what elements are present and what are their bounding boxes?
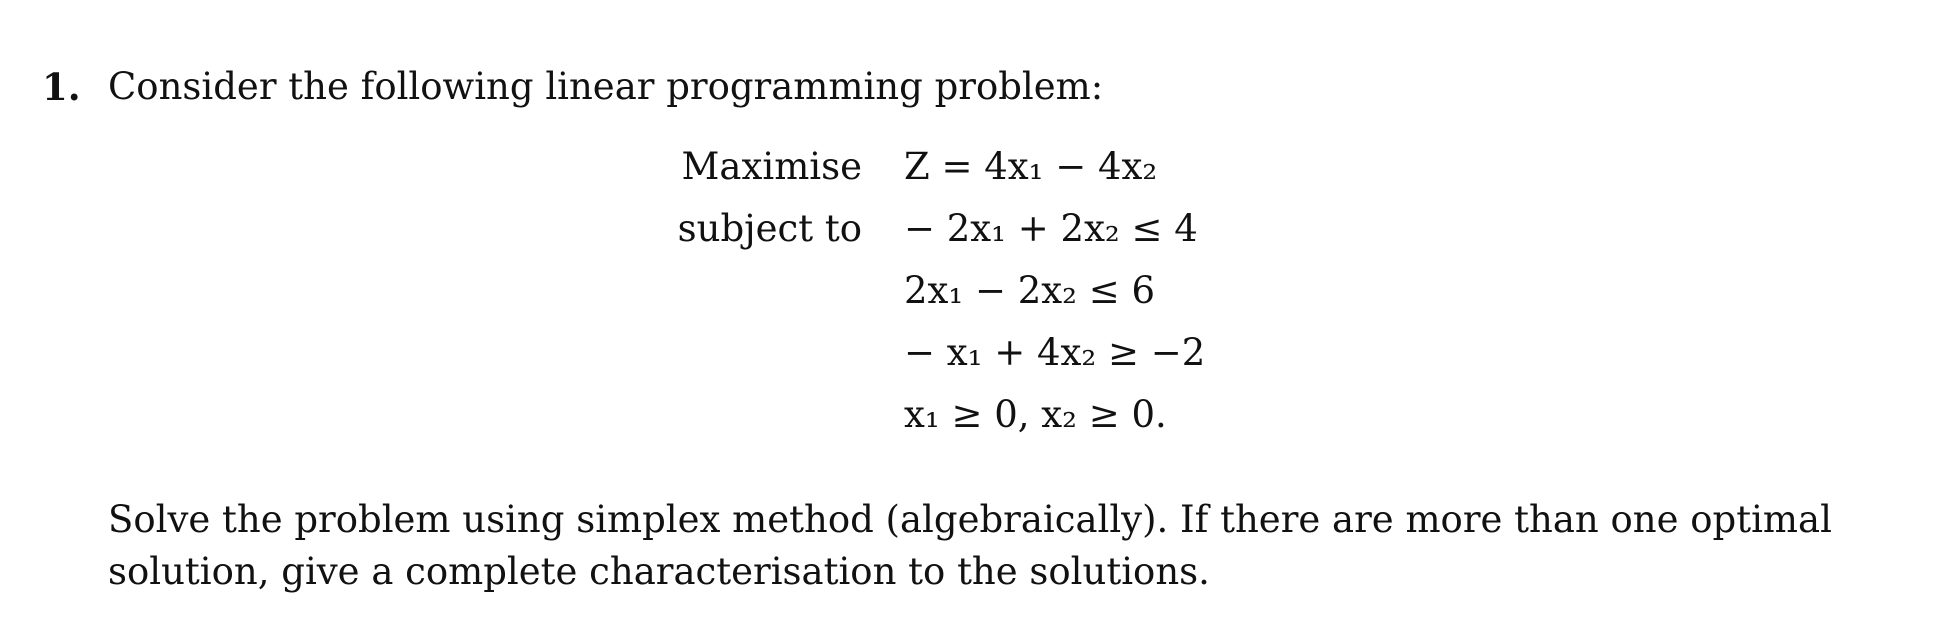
objective-expression: Z = 4x₁ − 4x₂ — [904, 145, 1158, 188]
problem-conclusion — [108, 494, 1868, 598]
lp-formulation — [600, 145, 1205, 455]
constraint-row — [600, 393, 1205, 455]
constraint-expression: − 2x₁ + 2x₂ ≤ 4 — [904, 207, 1198, 250]
constraint-expression: 2x₁ − 2x₂ ≤ 6 — [904, 269, 1156, 312]
conclusion-line-1: Solve the problem using simplex method (algebraically). If there are more than one optimal — [108, 498, 1832, 541]
constraint-row — [600, 269, 1205, 331]
objective-label: Maximise — [681, 145, 862, 188]
objective-row — [600, 145, 1205, 207]
constraint-expression: − x₁ + 4x₂ ≥ −2 — [904, 331, 1206, 374]
constraints-label: subject to — [677, 207, 862, 250]
conclusion-line-2: solution, give a complete characterisation to the solutions. — [108, 550, 1210, 593]
constraint-row — [600, 207, 1205, 269]
constraint-row — [600, 331, 1205, 393]
problem-intro: Consider the following linear programming problem: — [108, 65, 1104, 108]
problem-number: 1. — [42, 65, 81, 109]
nonnegativity-constraint: x₁ ≥ 0, x₂ ≥ 0. — [904, 393, 1167, 436]
